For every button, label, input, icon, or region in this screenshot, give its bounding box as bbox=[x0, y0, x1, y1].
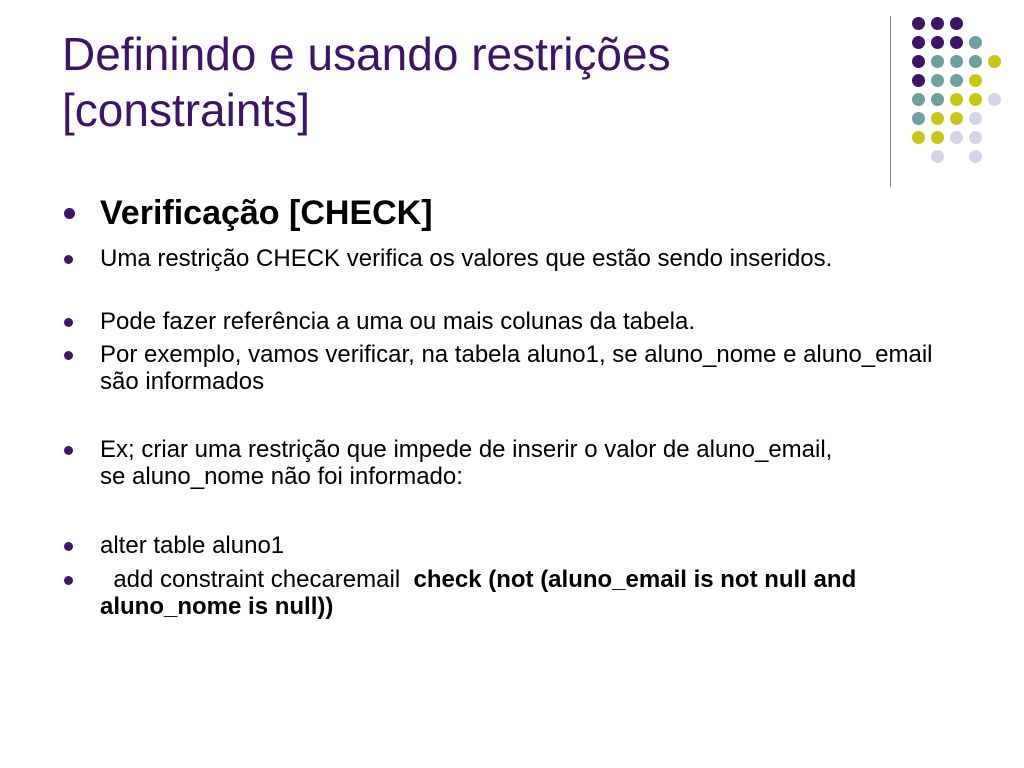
slide-title-line-1: Definindo e usando restrições bbox=[62, 28, 671, 80]
decor-dot bbox=[950, 131, 963, 144]
decor-dot bbox=[969, 74, 982, 87]
decor-dot bbox=[912, 36, 925, 49]
decor-dot bbox=[931, 74, 944, 87]
bullet-text: Pode fazer referência a uma ou mais colunas da tabela. bbox=[100, 308, 696, 335]
decor-dot bbox=[931, 93, 944, 106]
bullet-item bbox=[64, 436, 944, 490]
title-divider-line bbox=[890, 16, 891, 187]
decor-dot bbox=[969, 112, 982, 125]
decor-dot bbox=[931, 112, 944, 125]
decor-dot bbox=[912, 74, 925, 87]
bullet-text: Ex; criar uma restrição que impede de inserir o valor de aluno_email, se aluno_nome não foi informado: bbox=[100, 436, 833, 490]
decor-dot bbox=[969, 93, 982, 106]
decor-dot bbox=[969, 150, 982, 163]
sql-check-expression: check (not (aluno_email is not null and aluno_nome is null)) bbox=[100, 566, 857, 620]
decor-dot bbox=[950, 17, 963, 30]
bullet-icon bbox=[64, 318, 73, 327]
bullet-text: Por exemplo, vamos verificar, na tabela aluno1, se aluno_nome e aluno_email são informados bbox=[100, 341, 933, 395]
decor-dot bbox=[931, 150, 944, 163]
decor-dot bbox=[969, 55, 982, 68]
bullet-text bbox=[100, 566, 950, 620]
decor-dot bbox=[931, 55, 944, 68]
decor-dot bbox=[912, 55, 925, 68]
decor-dot bbox=[950, 112, 963, 125]
decor-dot bbox=[912, 93, 925, 106]
bullet-icon bbox=[64, 208, 75, 219]
decor-dot bbox=[950, 55, 963, 68]
decor-dot bbox=[950, 74, 963, 87]
decor-dot bbox=[931, 36, 944, 49]
bullet-icon bbox=[64, 255, 73, 264]
bullet-icon bbox=[64, 446, 73, 455]
bullet-item bbox=[64, 193, 944, 233]
bullet-item bbox=[64, 308, 944, 335]
bullet-item bbox=[64, 245, 944, 272]
bullet-text: Uma restrição CHECK verifica os valores que estão sendo inseridos. bbox=[100, 245, 833, 272]
bullet-text: alter table aluno1 bbox=[100, 532, 285, 559]
bullet-item bbox=[64, 341, 944, 395]
decor-dot bbox=[950, 36, 963, 49]
decor-dot bbox=[912, 131, 925, 144]
bullet-icon bbox=[64, 542, 73, 551]
sql-command-text: add constraint checaremail bbox=[100, 566, 414, 593]
decor-dot bbox=[912, 17, 925, 30]
bullet-icon bbox=[64, 576, 73, 585]
decor-dot bbox=[988, 55, 1001, 68]
decor-dot bbox=[912, 112, 925, 125]
bullet-item bbox=[64, 532, 944, 559]
slide-title bbox=[62, 26, 862, 138]
bullet-text: Verificação [CHECK] bbox=[100, 194, 433, 232]
decor-dot bbox=[988, 93, 1001, 106]
slide-title-line-2: [constraints] bbox=[62, 84, 310, 136]
decor-dot bbox=[969, 131, 982, 144]
bullet-item bbox=[64, 566, 944, 620]
decor-dot bbox=[931, 131, 944, 144]
bullet-icon bbox=[64, 351, 73, 360]
decor-dot bbox=[931, 17, 944, 30]
decor-dot bbox=[950, 93, 963, 106]
decor-dot bbox=[969, 36, 982, 49]
